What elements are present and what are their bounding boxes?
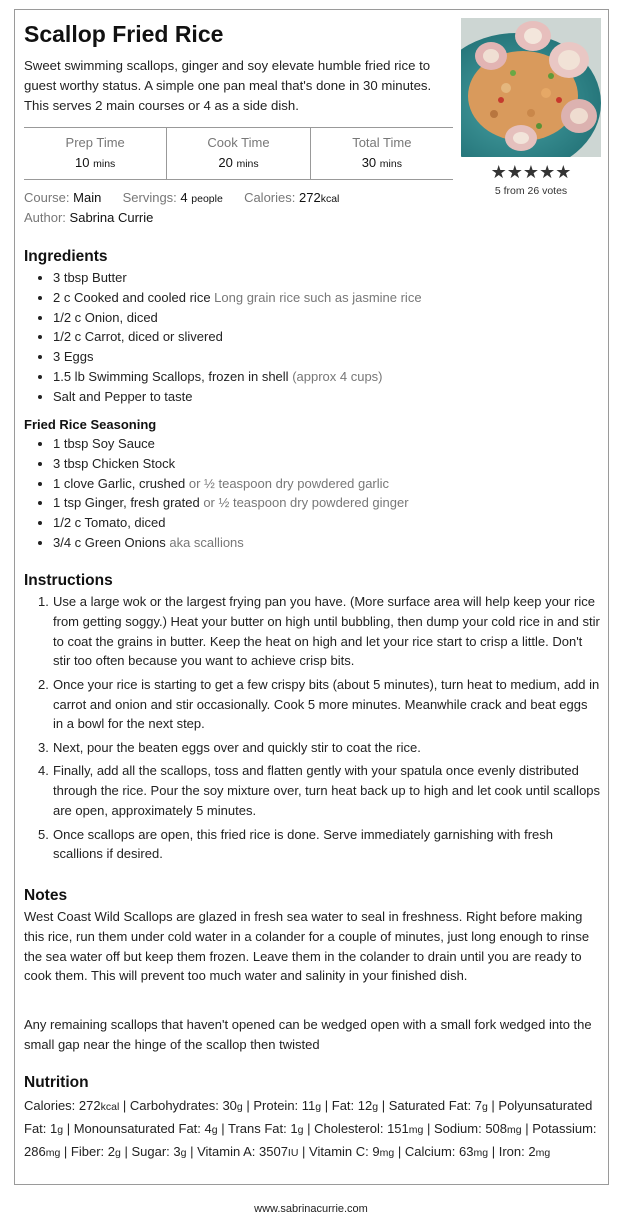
servings-value[interactable]: 4 [180,190,188,205]
ingredients-list [53,268,422,407]
seasoning-list [53,434,409,553]
nutrition-unit: kcal [100,1101,120,1113]
nutrition-unit: g [115,1147,121,1159]
seasoning-heading: Fried Rice Seasoning [24,417,157,432]
nutrition-unit: g [372,1101,379,1113]
prep-time-label: Prep Time [65,135,125,150]
nutrition-label: Fat: [331,1098,355,1113]
nutrition-value: 2 [107,1144,115,1159]
step-text: Next, pour the beaten eggs over and quickly stir to coat the rice. [53,739,421,755]
calories-unit: kcal [320,193,340,205]
instruction-step [38,675,601,734]
nutrition-heading: Nutrition [24,1074,89,1091]
nutrition-unit: g [297,1124,304,1136]
nutrition-item [309,1144,394,1159]
step-number: 4. [38,763,49,779]
nutrition-item [130,1098,243,1113]
nutrition-unit: mg [379,1147,395,1159]
ingredient-text: Salt and Pepper to taste [53,388,193,404]
nutrition-label: Polyunsaturated Fat: [24,1098,593,1136]
nutrition-unit: g [236,1101,243,1113]
instructions-heading: Instructions [24,572,113,589]
nutrition-value: 3507 [259,1144,288,1159]
ingredient-note: aka scallions [169,534,244,550]
recipe-photo[interactable] [461,18,601,157]
nutrition-label: Calcium: [404,1144,456,1159]
total-time-unit: mins [379,158,402,170]
nutrition-item [71,1144,121,1159]
nutrition-unit: g [57,1124,64,1136]
ingredient-text: 3 tbsp Butter [53,270,127,285]
nutrition-value: 151 [387,1121,409,1136]
prep-time [24,128,166,179]
nutrition-value: 508 [485,1121,508,1136]
cook-time [166,128,309,179]
nutrition-label: Sodium: [433,1121,482,1136]
cook-time-unit: mins [236,158,259,170]
nutrition-value: 1 [50,1121,58,1136]
ingredient-text: 1/2 c Carrot, diced or slivered [53,329,223,345]
nutrition-value: 4 [204,1121,212,1136]
nutrition-item [499,1144,550,1159]
ingredient-item [53,327,422,347]
ingredient-text: 3 tbsp Chicken Stock [53,455,176,471]
notes-paragraph-2: Any remaining scallops that haven't opened can be wedged open with a small fork wedged into the small gap near the hinge of the scallop then twisted [24,1017,592,1052]
site-footer[interactable]: www.sabrinacurrie.com [254,1203,368,1215]
nutrition-item [314,1121,423,1136]
servings-unit: people [191,193,223,205]
ingredient-text: 3/4 c Green Onions [53,534,166,550]
nutrition-item [253,1098,321,1113]
recipe-meta [24,190,339,205]
ingredient-item [53,474,409,494]
ingredient-text: 1 clove Garlic, crushed [53,475,186,491]
recipe-times [24,127,453,180]
notes-heading: Notes [24,887,68,904]
author-name: Sabrina Currie [69,210,154,225]
ingredients-heading: Ingredients [24,248,108,265]
ingredient-item [53,513,409,533]
nutrition-unit: IU [287,1147,299,1159]
nutrition-item [434,1121,522,1136]
nutrition-item [405,1144,488,1159]
ingredient-text: 1/2 c Onion, diced [53,309,158,325]
nutrition-unit: g [315,1101,322,1113]
nutrition-value: 7 [474,1098,482,1113]
nutrition-label: Vitamin C: [309,1144,369,1159]
nutrition-label: Cholesterol: [314,1121,384,1136]
nutrition-unit: mg [45,1147,61,1159]
step-text: Once scallops are open, this fried rice is done. Serve immediately garnishing with fresh scallions if desired. [53,826,554,862]
ingredient-item [53,434,409,454]
nutrition-item [389,1098,488,1113]
nutrition-label: Sugar: [131,1144,170,1159]
step-number: 1. [38,594,49,609]
recipe-card [14,9,609,1185]
nutrition-unit: mg [535,1147,551,1159]
calories-label: Calories: [244,190,296,205]
ingredient-note: (approx 4 cups) [292,368,383,384]
nutrition-label: Protein: [253,1098,299,1113]
nutrition-unit: g [211,1124,218,1136]
ingredient-text: 1 tsp Ginger, fresh grated [53,495,200,511]
ingredient-item [53,308,422,328]
nutrition-label: Vitamin A: [197,1144,256,1159]
nutrition-item [74,1121,218,1136]
nutrition-label: Monounsaturated Fat: [73,1121,201,1136]
nutrition-value: 272 [78,1098,101,1113]
nutrition-label: Trans Fat: [228,1121,287,1136]
nutrition-item [228,1121,303,1136]
step-text: Finally, add all the scallops, toss and flatten gently with your spatula once evenly distributed through the rice. Pour the soy mixture over, turn heat back up to high and let cook until scallops are open, approximately 5 minutes. [53,763,601,819]
rating-votes: 5 from 26 votes [494,185,568,197]
scallop-dish-image [461,18,601,157]
instruction-step [38,738,601,758]
nutrition-value: 12 [357,1098,373,1113]
ingredient-text: 2 c Cooked and cooled rice [53,289,211,305]
nutrition-unit: mg [473,1147,489,1159]
nutrition-unit: mg [507,1124,522,1136]
ingredient-text: 1/2 c Tomato, diced [53,515,166,531]
instruction-step [38,761,601,820]
author-label: Author: [24,210,66,225]
ingredient-item [53,367,422,387]
recipe-title: Scallop Fried Rice [24,21,224,47]
course-label: Course: [24,190,70,205]
nutrition-label: Saturated Fat: [388,1098,472,1113]
ingredient-item [53,533,409,553]
rating-stars[interactable]: ★★★★★ [490,162,572,182]
nutrition-item [24,1098,119,1113]
notes-paragraph-1: West Coast Wild Scallops are glazed in fresh sea water to seal in freshness. Right before making this rice, run them under cold water in a colander for a couple of minutes, just long enough to rinse the sea water off but keep them frozen. Leave them in the colander to drain until you are ready to cook them. This will prevent too much water and salinity in your finished dish. [24,909,590,984]
nutrition-label: Potassium: [532,1121,597,1136]
course-value: Main [73,190,102,205]
step-text: Once your rice is starting to get a few crispy bits (about 5 minutes), turn heat to medium, add in carrot and onion and stir occasionally. Cook 5 more minutes. Meanwhile crack and beat eggs in a bowl for the next step. [53,676,600,732]
nutrition-label: Calories: [24,1098,76,1113]
ingredient-item [53,288,422,308]
nutrition-unit: g [481,1101,488,1113]
instruction-step [38,825,601,865]
step-number: 5. [38,826,49,842]
cook-time-label: Cook Time [207,135,270,150]
nutrition-unit: mg [408,1124,424,1136]
ingredient-text: 1.5 lb Swimming Scallops, frozen in shell [53,368,289,384]
recipe-author [24,210,153,225]
nutrition-value: 9 [372,1144,380,1159]
nutrition-value: 3 [173,1144,181,1159]
ingredient-item [53,454,409,474]
total-time [310,128,453,179]
nutrition-item [197,1144,298,1159]
nutrition-value: 30 [222,1098,237,1113]
nutrition-unit: g [180,1147,187,1159]
nutrition-label: Fiber: [70,1144,105,1159]
cook-time-value: 20 [218,155,233,170]
nutrition-value: 1 [290,1121,298,1136]
ingredient-text: 1 tbsp Soy Sauce [53,436,155,451]
ingredient-item [53,493,409,513]
ingredient-note: or ½ teaspoon dry powdered ginger [203,495,409,511]
step-number: 2. [38,676,49,692]
servings-label: Servings: [122,190,177,205]
nutrition-value: 63 [459,1144,474,1159]
calories-value: 272 [298,190,321,205]
ingredient-item [53,268,422,288]
ingredient-note: or ½ teaspoon dry powdered garlic [188,475,390,491]
ingredient-item [53,387,422,407]
instruction-step [38,592,601,671]
nutrition-value: 11 [301,1098,316,1113]
ingredient-text: 3 Eggs [53,349,94,365]
nutrition-label: Carbohydrates: [129,1098,219,1113]
ingredient-note: Long grain rice such as jasmine rice [214,289,422,305]
nutrition-item [131,1144,186,1159]
prep-time-value: 10 [75,155,90,170]
nutrition-facts: Calories: 272kcal | Carbohydrates: 30g | Protein: 11g | Fat: 12g | Saturated Fat: 7g | Polyunsaturated Fat: 1g | Monounsaturated Fat: 4g | Trans Fat: 1g | Cholesterol: 151mg | Sodium: 508mg | Potassium: 286mg | Fiber: 2g | Sugar: 3g | Vitamin A: 3507IU | Vitamin C: 9mg | Calcium: 63mg | Iron: 2mg [24,1098,597,1159]
nutrition-label: Iron: [498,1144,525,1159]
step-text: Use a large wok or the largest frying pan you have. (More surface area will help keep your rice from getting soggy.) Heat your butter on high until bubbling, then dump your cold rice in and stir to coat the grains in butter. Keep the heat on high and let your rice start to crisp a little. Don't stir too often because you want to achieve crisp bits. [53,594,600,669]
nutrition-value: 2 [528,1144,536,1159]
total-time-label: Total Time [352,135,412,150]
step-number: 3. [38,739,49,755]
prep-time-unit: mins [93,158,116,170]
recipe-summary: Sweet swimming scallops, ginger and soy elevate humble fried rice to guest worthy status. A simple one pan meal that's done in 30 minutes. This serves 2 main courses or 4 as a side dish. [24,58,432,113]
total-time-value: 30 [361,155,377,170]
ingredient-item [53,347,422,367]
nutrition-item [332,1098,378,1113]
nutrition-value: 286 [24,1144,46,1159]
instructions-list [38,592,601,868]
